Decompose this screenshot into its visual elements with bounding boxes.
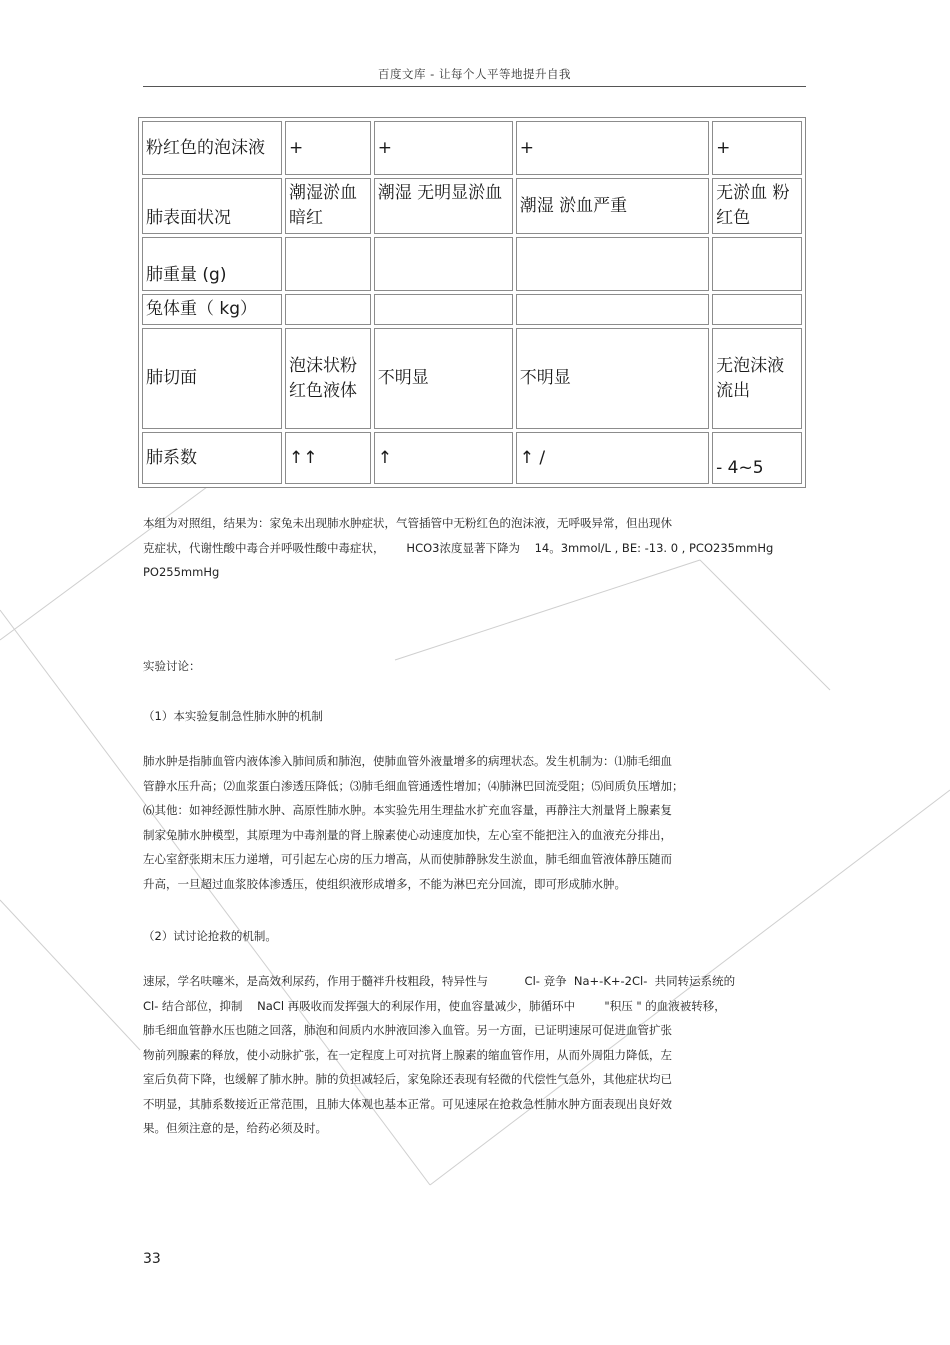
text-line: 速尿，学名呋噻米，是高效利尿药，作用于髓袢升枝粗段，特异性与 Cl- 竞争 Na+-K+-2Cl- 共同转运系统的 xyxy=(143,974,736,988)
text-line: Cl- 结合部位，抑制 NaCl 再吸收而发挥强大的利尿作用，使血容量减少，肺循环中 "积压 " 的血液被转移， xyxy=(143,998,726,1013)
table-cell: + xyxy=(285,121,371,175)
text-line: 肺水肿是指肺血管内液体渗入肺间质和肺泡，使肺血管外液量增多的病理状态。发生机制为：⑴肺毛细血 xyxy=(143,754,672,768)
text-line: 制家兔肺水肿模型，其原理为中毒剂量的肾上腺素使心动速度加快，左心室不能把注入的血液充分排出， xyxy=(143,827,672,842)
table-cell: + xyxy=(516,121,709,175)
table-cell xyxy=(712,237,802,291)
text-line: 物前列腺素的释放，使小动脉扩张，在一定程度上可对抗肾上腺素的缩血管作用，从而外周阻力降低，左 xyxy=(143,1047,672,1062)
table-cell: ↑ xyxy=(374,432,513,484)
table-row xyxy=(142,121,802,175)
row-label: 兔体重（ kg） xyxy=(142,294,282,325)
table-cell: 潮湿 无明显淤血 xyxy=(374,178,513,234)
table-row xyxy=(142,328,802,429)
table-row xyxy=(142,178,802,234)
table-cell xyxy=(285,237,371,291)
table-cell: ↑↑ xyxy=(285,432,371,484)
table-cell: 无泡沫液流出 xyxy=(712,328,802,429)
table-cell: ↑ / xyxy=(516,432,709,484)
row-label: 肺表面状况 xyxy=(142,178,282,234)
question-2-heading: （2）试讨论抢救的机制。 xyxy=(143,929,277,943)
table-cell xyxy=(516,237,709,291)
page-number: 33 xyxy=(143,1251,161,1267)
text-line: 克症状，代谢性酸中毒合并呼吸性酸中毒症状， HCO3浓度显著下降为 14。3mmol/L , BE: -13. 0 , PCO235mmHg xyxy=(143,540,774,555)
table-cell: 潮湿 淤血严重 xyxy=(516,178,709,234)
header-rule xyxy=(143,86,806,87)
text-line: 本组为对照组，结果为：家兔未出现肺水肿症状，气管插管中无粉红色的泡沫液，无呼吸异常，但出现休 xyxy=(143,516,672,530)
text-line: 不明显，其肺系数接近正常范围，且肺大体观也基本正常。可见速尿在抢救急性肺水肿方面表现出良好效 xyxy=(143,1096,672,1111)
text-line: 左心室舒张期末压力递增，可引起左心房的压力增高，从而使肺静脉发生淤血，肺毛细血管液体静压随而 xyxy=(143,852,672,866)
question-1-body xyxy=(143,749,815,896)
question-2-body xyxy=(143,969,815,1141)
row-label: 肺系数 xyxy=(142,432,282,484)
table-cell xyxy=(374,294,513,325)
row-label: 肺重量 (g) xyxy=(142,237,282,291)
table-cell: 泡沫状粉红色液体 xyxy=(285,328,371,429)
table-cell xyxy=(285,294,371,325)
discussion-heading: 实验讨论： xyxy=(143,659,201,673)
table-cell: 无淤血 粉红色 xyxy=(712,178,802,234)
row-label: 粉红色的泡沫液 xyxy=(142,121,282,175)
table-row xyxy=(142,237,802,291)
text-line: 果。但须注意的是，给药必须及时。 xyxy=(143,1121,327,1135)
text-line: ⑹其他：如神经源性肺水肿、高原性肺水肿。本实验先用生理盐水扩充血容量，再静注大剂量肾上腺素复 xyxy=(143,803,672,817)
table-cell xyxy=(712,294,802,325)
table-cell: - 4~5 xyxy=(712,432,802,484)
table-cell: 不明显 xyxy=(516,328,709,429)
text-line: 升高，一旦超过血浆胶体渗透压，使组织液形成增多，不能为淋巴充分回流，即可形成肺水肿。 xyxy=(143,876,626,891)
table-row xyxy=(142,294,802,325)
table-row xyxy=(142,432,802,484)
text-line: PO255mmHg xyxy=(143,565,220,579)
table-cell xyxy=(516,294,709,325)
text-line: 肺毛细血管静水压也随之回落，肺泡和间质内水肿液回渗入血管。另一方面，已证明速尿可促进血管扩张 xyxy=(143,1023,672,1037)
text-line: 管静水压升高；⑵血浆蛋白渗透压降低；⑶肺毛细血管通透性增加；⑷肺淋巴回流受阻；⑸间质负压增加； xyxy=(143,778,684,793)
table-cell xyxy=(374,237,513,291)
table-cell: 潮湿淤血暗红 xyxy=(285,178,371,234)
page-header: 百度文库 - 让每个人平等地提升自我 xyxy=(378,67,571,81)
table-cell: 不明显 xyxy=(374,328,513,429)
table-cell: + xyxy=(374,121,513,175)
text-line: 室后负荷下降，也缓解了肺水肿。肺的负担减轻后，家兔除还表现有轻微的代偿性气急外，其他症状均已 xyxy=(143,1072,672,1086)
row-label: 肺切面 xyxy=(142,328,282,429)
question-1-heading: （1）本实验复制急性肺水肿的机制 xyxy=(143,709,323,723)
table-cell: + xyxy=(712,121,802,175)
control-group-paragraph xyxy=(143,511,815,585)
results-table xyxy=(138,117,806,488)
